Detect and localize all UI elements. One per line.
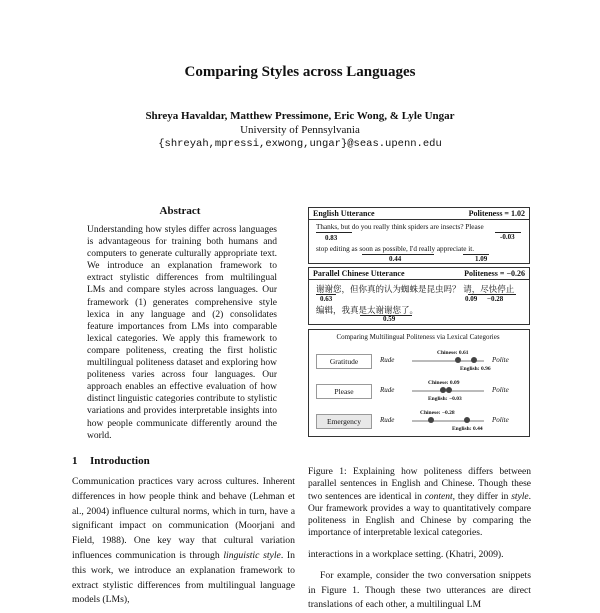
- chinese-politeness: Politeness = −0.26: [464, 269, 525, 278]
- intro-part: . In this work, we introduce an explanation framework to extract stylistic differences from multilingual language models (LMs),: [72, 549, 296, 606]
- chinese-score: 0.63: [320, 295, 333, 303]
- chinese-marker: [446, 387, 452, 393]
- intro-text: [72, 475, 295, 608]
- english-value: English: −0.03: [428, 396, 462, 402]
- comparison-title: Comparing Multilingual Politeness via Lexical Categories: [336, 333, 500, 341]
- underline: [316, 232, 352, 233]
- english-value: English: 0.44: [452, 426, 483, 432]
- rude-label: Rude: [380, 356, 395, 364]
- category-emergency: Emergency: [316, 414, 372, 429]
- intro-part: Communication practices vary across cultures. Inherent differences in how people think and behave (Lehman et al., 2004) influence cultural norms, which in turn, have a significant impact on communication (Moorjani and Field, 1988). One key way that cultural variation influences communication is through: [72, 476, 295, 561]
- chinese-marker: [455, 357, 461, 363]
- english-label: English Utterance: [313, 209, 375, 218]
- chinese-value: Chinese: 0.09: [428, 380, 460, 386]
- english-utterance-box: [308, 207, 530, 264]
- chinese-score: 0.09: [465, 295, 478, 303]
- chinese-value: Chinese: −0.28: [420, 410, 455, 416]
- section-heading: [72, 455, 150, 467]
- english-politeness: Politeness = 1.02: [468, 209, 525, 218]
- rude-label: Rude: [380, 416, 395, 424]
- right-paragraph: For example, consider the two conversation snippets in Figure 1. Though these two utterances are direct translations of each other, a multilingual LM: [308, 569, 531, 611]
- category-please: Please: [316, 384, 372, 399]
- english-marker: [464, 417, 470, 423]
- polite-label: Polite: [492, 356, 509, 364]
- chinese-value: Chinese: 0.61: [437, 350, 469, 356]
- chinese-marker: [428, 417, 434, 423]
- abstract-heading: Abstract: [159, 205, 201, 217]
- polite-label: Polite: [492, 386, 509, 394]
- right-column-text: [308, 548, 531, 613]
- english-line-1: Thanks, but do you really think spiders are insects? Please: [316, 223, 484, 231]
- politeness-track: [412, 420, 484, 422]
- chinese-label: Parallel Chinese Utterance: [313, 269, 405, 278]
- right-line: interactions in a workplace setting. (Khatri, 2009).: [308, 549, 504, 560]
- email: {shreyah,mpressi,exwong,ungar}@seas.upenn.edu: [158, 138, 442, 150]
- figure-caption: [308, 466, 531, 540]
- chinese-score: 0.59: [383, 315, 396, 323]
- section-number: 1: [72, 455, 78, 467]
- category-gratitude: Gratitude: [316, 354, 372, 369]
- caption-emphasis: content: [424, 491, 453, 502]
- abstract-text: Understanding how styles differ across languages is advantageous for training both humans and computers to generate culturally appropriate text. We introduce an explanation framework to extract stylistic differences from multilingual LMs and compare styles across languages. Our framework (1) generates comprehensive style lexica in any language and (2) consolidates feature importances from LMs into comparable lexical categories. We apply this framework to compare politeness, creating the first holistic multilingual politeness dataset and exploring how politeness varies across four languages. Our approach enables an effective evaluation of how distinct linguistic categories contribute to stylistic variations and provides interpretable insights into how people communicate differently around the world.: [87, 225, 277, 441]
- english-value: English: 0.96: [460, 366, 491, 372]
- english-score: 0.83: [325, 234, 338, 242]
- affiliation: University of Pennsylvania: [240, 124, 360, 136]
- section-title: Introduction: [90, 455, 150, 467]
- caption-part: , they differ in: [452, 491, 512, 502]
- caption-emphasis: style: [511, 491, 529, 502]
- english-score: 1.09: [475, 255, 488, 263]
- paper-title: Comparing Styles across Languages: [184, 64, 416, 80]
- intro-emphasis: linguistic style: [223, 549, 281, 561]
- english-score: -0.03: [500, 233, 515, 241]
- english-score: 0.44: [389, 255, 402, 263]
- polite-label: Polite: [492, 416, 509, 424]
- rude-label: Rude: [380, 386, 395, 394]
- chinese-line-2: 编辑，我真是太谢谢您了。: [316, 306, 419, 316]
- authors: Shreya Havaldar, Matthew Pressimone, Eric Wong, & Lyle Ungar: [145, 110, 455, 122]
- english-marker: [471, 357, 477, 363]
- english-marker: [440, 387, 446, 393]
- caption-part: . Our framework provides a way to quantitatively compare politeness in English and Chinese by comparing the importance of interpretable lexical categories.: [308, 491, 532, 539]
- english-line-2: stop editing as soon as possible, I'd really appreciate it.: [316, 245, 474, 253]
- chinese-line-1: 谢谢您，但你真的认为蜘蛛是昆虫吗？ 请，尽快停止: [316, 285, 515, 295]
- caption-part: Figure 1: Explaining how politeness differs between parallel sentences in English and Chinese. Though these two sentences are identical in: [308, 467, 531, 502]
- chinese-score: −0.28: [487, 295, 504, 303]
